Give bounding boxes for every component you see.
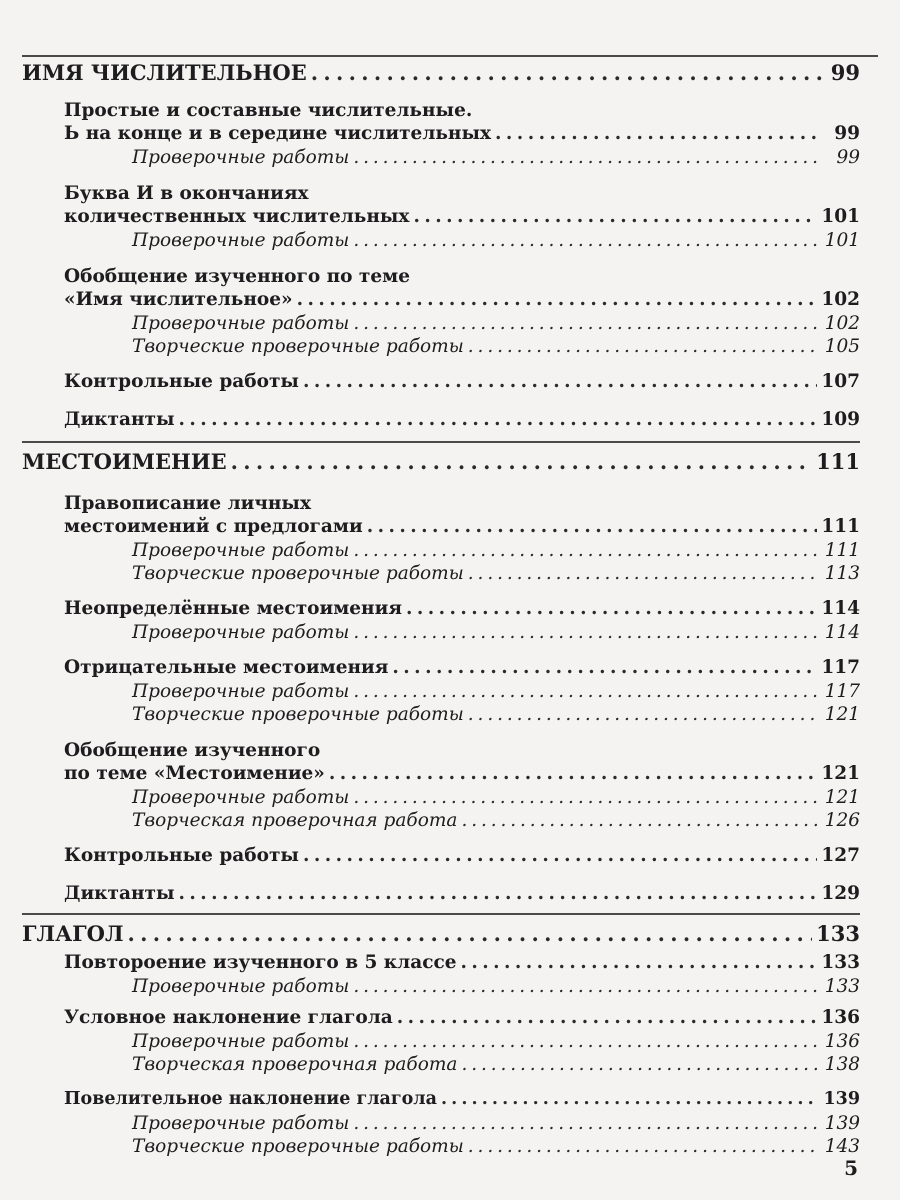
dot-leader — [367, 516, 818, 537]
toc-subsection[interactable]: Правописание личных местоимений с предлогами . . . 111 — [22, 492, 860, 540]
page-number: 5 — [844, 1156, 858, 1180]
toc-item[interactable]: Проверочные работы . . . 101 — [22, 230, 860, 253]
dot-leader — [353, 622, 820, 643]
dot-leader — [468, 1136, 821, 1157]
dot-leader — [468, 704, 821, 725]
dot-leader — [329, 763, 818, 784]
toc-item[interactable]: Творческие проверочные работы . . . 121 — [22, 704, 860, 727]
dot-leader — [413, 206, 817, 227]
dot-leader — [495, 123, 822, 144]
dot-leader — [303, 371, 817, 392]
toc-subsection[interactable]: Повтороение изученного в 5 классе . . . 133 — [22, 952, 860, 976]
toc-subsection[interactable]: Контрольные работы . . . 127 — [22, 845, 860, 875]
dot-leader — [461, 810, 820, 831]
toc-item[interactable]: Творческие проверочные работы . . . 105 — [22, 336, 860, 359]
dot-leader — [353, 1031, 820, 1052]
toc-item[interactable]: Проверочные работы . . . 111 — [22, 540, 860, 563]
dot-leader — [353, 230, 820, 251]
dot-leader — [406, 598, 817, 619]
toc-item[interactable]: Проверочные работы . . . 136 — [22, 1031, 860, 1054]
dot-leader — [397, 1007, 818, 1028]
toc-subsection[interactable]: Повелительное наклонение глагола . . . 139 — [22, 1089, 860, 1113]
toc-subsection[interactable]: Простые и составные числительные. Ь на конце и в середине числительных . . . 99 — [22, 99, 860, 147]
toc-subsection[interactable]: Неопределённые местоимения . . . 114 — [22, 598, 860, 622]
dot-leader — [353, 681, 820, 702]
section-numeral — [22, 56, 860, 443]
toc-item[interactable]: Творческая проверочная работа . . . 138 — [22, 1054, 860, 1077]
toc-item[interactable]: Творческие проверочные работы . . . 113 — [22, 563, 860, 586]
dot-leader — [179, 409, 818, 430]
dot-leader — [353, 540, 820, 561]
dot-leader — [468, 336, 821, 357]
dot-leader — [179, 883, 818, 904]
dot-leader — [441, 1089, 820, 1109]
section-pronoun — [22, 443, 860, 915]
dot-leader — [461, 1054, 820, 1075]
toc-item[interactable]: Творческие проверочные работы . . . 143 — [22, 1136, 860, 1159]
section-verb — [22, 915, 860, 1159]
dot-leader — [461, 952, 818, 973]
dot-leader — [303, 845, 817, 866]
dot-leader — [353, 313, 820, 334]
dot-leader — [128, 921, 813, 946]
toc-heading[interactable]: МЕСТОИМЕНИЕ . . . 111 — [22, 443, 860, 480]
toc-item[interactable]: Проверочные работы . . . 117 — [22, 681, 860, 704]
toc-subsection[interactable]: Диктанты . . . 129 — [22, 883, 860, 913]
dot-leader — [392, 657, 817, 678]
toc-item[interactable]: Проверочные работы . . . 99 — [22, 147, 860, 170]
table-of-contents — [22, 56, 860, 1159]
dot-leader — [231, 449, 812, 474]
toc-subsection[interactable]: Условное наклонение глагола . . . 136 — [22, 1007, 860, 1031]
toc-subsection[interactable]: Отрицательные местоимения . . . 117 — [22, 657, 860, 681]
toc-subsection[interactable]: Обобщение изученного по теме «Имя числительное» . . . 102 — [22, 265, 860, 313]
toc-item[interactable]: Творческая проверочная работа . . . 126 — [22, 810, 860, 833]
dot-leader — [353, 787, 820, 808]
dot-leader — [353, 147, 822, 168]
toc-item[interactable]: Проверочные работы . . . 133 — [22, 976, 860, 999]
toc-item[interactable]: Проверочные работы . . . 114 — [22, 622, 860, 645]
toc-subsection[interactable]: Контрольные работы . . . 107 — [22, 371, 860, 401]
dot-leader — [297, 289, 818, 310]
toc-subsection[interactable]: Обобщение изученного по теме «Местоимение» . . . 121 — [22, 739, 860, 787]
dot-leader — [353, 1113, 820, 1134]
dot-leader — [468, 563, 821, 584]
dot-leader — [311, 60, 822, 85]
toc-item[interactable]: Проверочные работы . . . 102 — [22, 313, 860, 336]
toc-heading[interactable]: ИМЯ ЧИСЛИТЕЛЬНОЕ . . . 99 — [22, 56, 860, 91]
dot-leader — [353, 976, 820, 997]
toc-item[interactable]: Проверочные работы . . . 121 — [22, 787, 860, 810]
toc-heading[interactable]: ГЛАГОЛ . . . 133 — [22, 915, 860, 952]
toc-item[interactable]: Проверочные работы . . . 139 — [22, 1113, 860, 1136]
toc-subsection[interactable]: Буква И в окончаниях количественных числительных . . . 101 — [22, 182, 860, 230]
toc-subsection[interactable]: Диктанты . . . 109 — [22, 409, 860, 441]
